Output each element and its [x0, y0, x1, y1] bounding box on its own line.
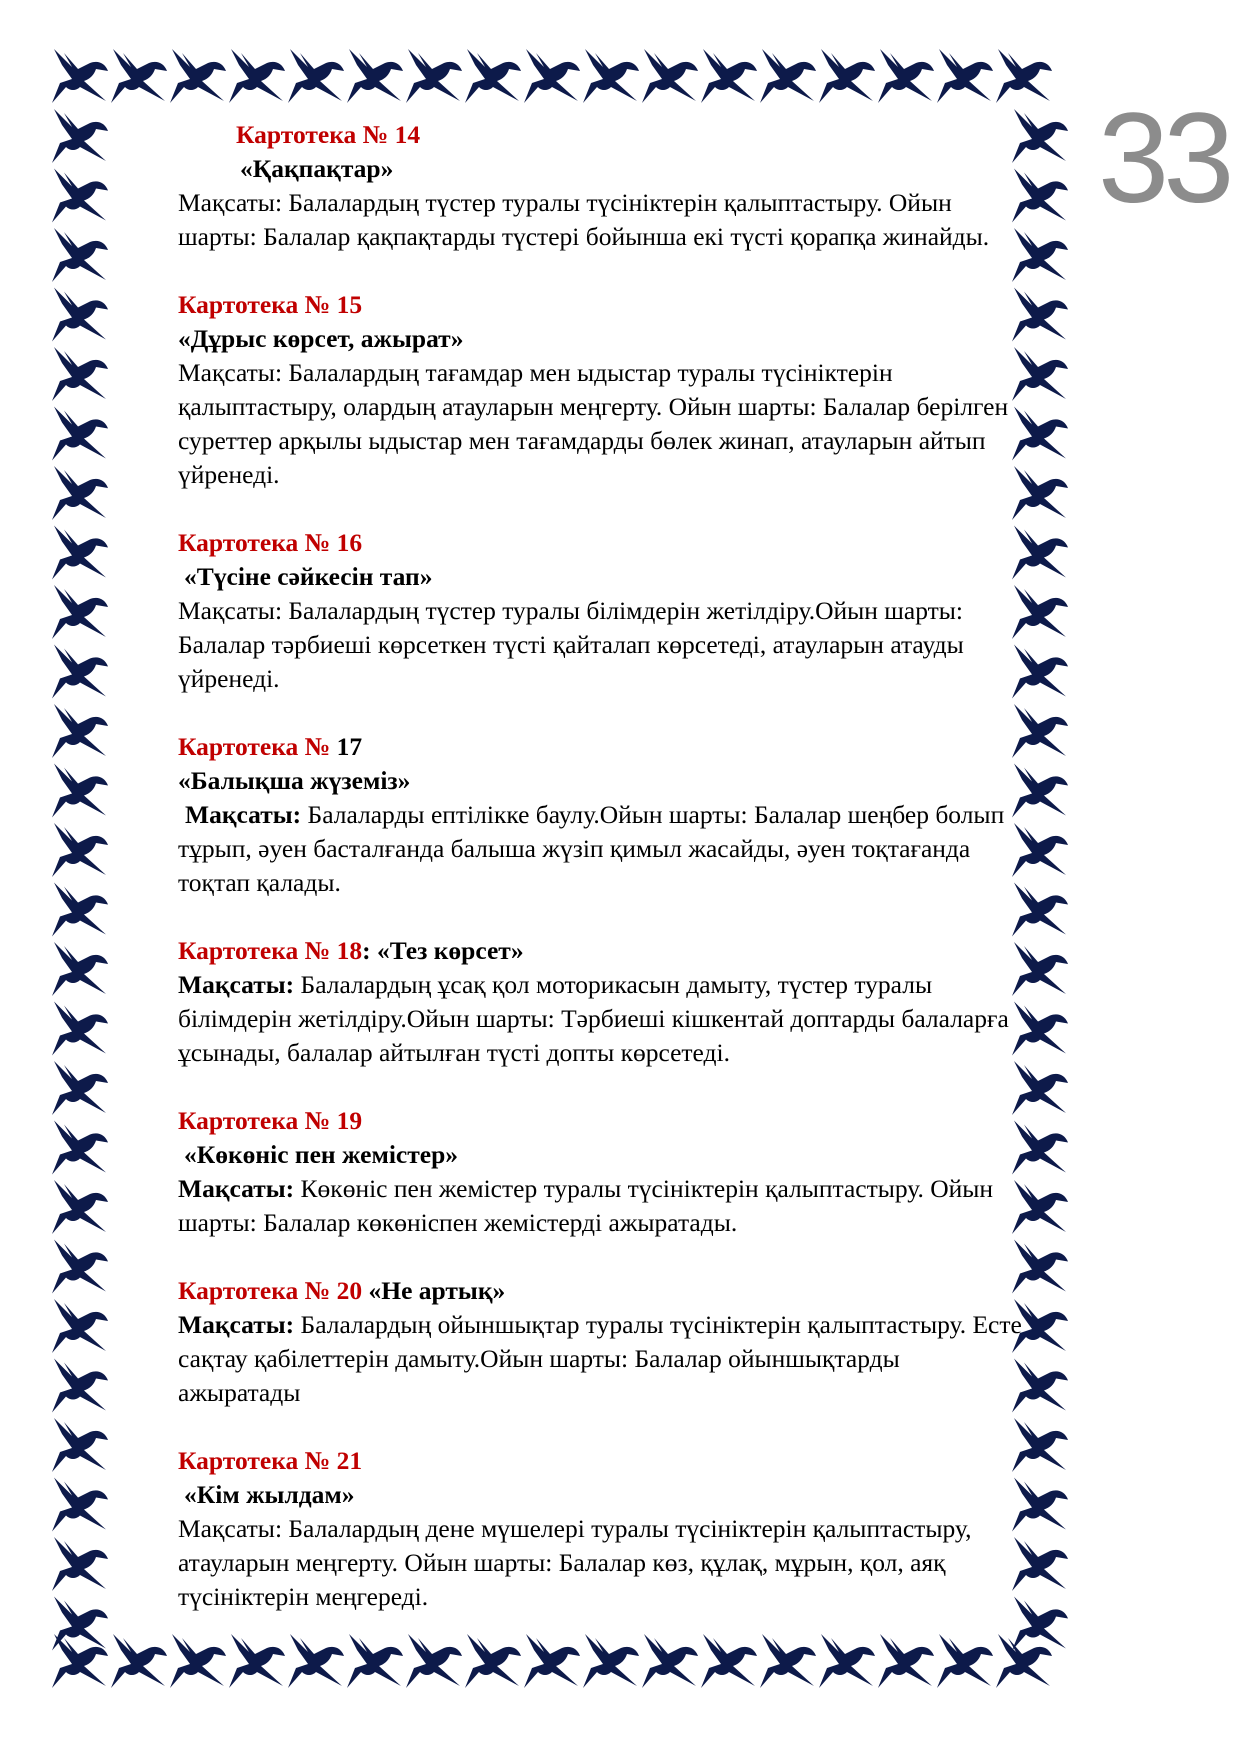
card-text-line: сақтау қабілеттерін дамыту.Ойын шарты: Балалар ойыншықтарды — [178, 1344, 900, 1373]
card-18 — [178, 934, 1158, 1070]
card-text-line: ұсынады, балалар айтылған түсті допты көрсетеді. — [178, 1038, 730, 1067]
card-title: : «Тез көрсет» — [362, 936, 524, 965]
card-title: «Дұрыс көрсет, ажырат» — [178, 324, 464, 353]
card-title: «Көкөніс пен жемістер» — [184, 1140, 459, 1169]
swallow-icon — [52, 347, 108, 401]
swallow-icon — [406, 1634, 462, 1688]
card-heading: Картотека № 21 — [178, 1446, 363, 1475]
swallow-icon — [288, 49, 344, 103]
card-heading: Картотека № — [178, 732, 331, 761]
swallow-icon — [819, 49, 875, 103]
swallow-icon — [111, 49, 167, 103]
swallow-icon — [52, 942, 108, 996]
card-list — [178, 118, 1158, 1614]
card-text-line: тұрып, әуен басталғанда балыша жүзіп қимыл жасайды, әуен тоқтағанда — [178, 834, 971, 863]
card-text-line: қалыптастыру, олардың атауларын меңгерту. Ойын шарты: Балалар берілген — [178, 392, 1009, 421]
card-text-line: Мақсаты: Балалардың түстер туралы түсініктерін қалыптастыру. Ойын — [178, 188, 952, 217]
card-heading: Картотека № 18 — [178, 936, 363, 965]
card-text-line: ажыратады — [178, 1378, 301, 1407]
swallow-icon — [52, 1478, 108, 1532]
card-text-line: үйренеді. — [178, 664, 280, 693]
card-text-line: шарты: Балалар көкөніспен жемістерді ажыратады. — [178, 1208, 738, 1237]
card-text: Көкөніс пен жемістер туралы түсініктерін қалыптастыру. Ойын — [294, 1174, 994, 1203]
swallow-icon — [701, 1634, 757, 1688]
swallow-icon — [52, 1002, 108, 1056]
swallow-icon — [406, 49, 462, 103]
swallow-icon — [524, 49, 580, 103]
swallow-icon — [170, 49, 226, 103]
swallow-icon — [937, 49, 993, 103]
swallow-icon — [52, 407, 108, 461]
swallow-icon — [524, 1634, 580, 1688]
swallow-icon — [642, 49, 698, 103]
card-text-line: білімдерін жетілдіру.Ойын шарты: Тәрбиеші кішкентай доптарды балаларға — [178, 1004, 1009, 1033]
swallow-icon — [229, 49, 285, 103]
swallow-icon — [52, 645, 108, 699]
card-text: Балаларды ептілікке баулу.Ойын шарты: Балалар шеңбер болып — [301, 800, 1005, 829]
swallow-icon — [170, 1634, 226, 1688]
swallow-icon — [347, 49, 403, 103]
card-16 — [178, 526, 1158, 696]
card-15 — [178, 288, 1158, 492]
card-label: Мақсаты: — [178, 970, 295, 999]
swallow-icon — [52, 1418, 108, 1472]
swallow-icon — [819, 1634, 875, 1688]
swallow-icon — [996, 1634, 1052, 1688]
card-text: Балалардың ойыншықтар туралы түсініктерін қалыптастыру. Есте — [294, 1310, 1022, 1339]
card-title: «Кім жылдам» — [184, 1480, 355, 1509]
swallow-icon — [465, 1634, 521, 1688]
card-17 — [178, 730, 1158, 900]
swallow-icon — [52, 1180, 108, 1234]
card-text-line: Мақсаты: Балалардың тағамдар мен ыдыстар туралы түсініктерін — [178, 358, 893, 387]
swallow-icon — [760, 49, 816, 103]
card-text-line: атауларын меңгерту. Ойын шарты: Балалар көз, құлақ, мұрын, қол, аяқ — [178, 1548, 946, 1577]
swallow-icon — [583, 1634, 639, 1688]
swallow-icon — [347, 1634, 403, 1688]
card-14 — [178, 118, 1158, 254]
swallow-icon — [878, 1634, 934, 1688]
swallow-icon — [52, 823, 108, 877]
swallow-icon — [52, 883, 108, 937]
swallow-icon — [52, 1299, 108, 1353]
swallow-icon — [583, 49, 639, 103]
swallow-icon — [52, 704, 108, 758]
swallow-icon — [52, 585, 108, 639]
page-number: 33 — [1098, 87, 1229, 230]
card-19 — [178, 1104, 1158, 1240]
swallow-icon — [878, 49, 934, 103]
card-text-line: Мақсаты: Балалардың дене мүшелері туралы түсініктерін қалыптастыру, — [178, 1514, 972, 1543]
swallow-icon — [465, 49, 521, 103]
card-text-line: суреттер арқылы ыдыстар мен тағамдарды бөлек жинап, атауларын айтып — [178, 426, 986, 455]
card-heading: Картотека № 14 — [236, 120, 421, 149]
swallow-icon — [52, 288, 108, 342]
swallow-icon — [52, 764, 108, 818]
swallow-icon — [52, 1061, 108, 1115]
card-label: Мақсаты: — [185, 800, 302, 829]
swallow-icon — [52, 49, 108, 103]
swallow-icon — [111, 1634, 167, 1688]
card-text-line: Балалар тәрбиеші көрсеткен түсті қайталап көрсетеді, атауларын атауды — [178, 630, 964, 659]
card-title: «Түсіне сәйкесін тап» — [184, 562, 433, 591]
card-text-line: Мақсаты: Балалардың түстер туралы білімдерін жетілдіру.Ойын шарты: — [178, 596, 964, 625]
swallow-icon — [52, 1537, 108, 1591]
swallow-icon — [52, 1634, 108, 1688]
card-heading: Картотека № 19 — [178, 1106, 363, 1135]
card-heading: Картотека № 20 — [178, 1276, 363, 1305]
card-text-line: тоқтап қалады. — [178, 868, 341, 897]
card-heading: Картотека № 16 — [178, 528, 363, 557]
swallow-icon — [52, 1240, 108, 1294]
card-title: «Балықша жүземіз» — [178, 766, 411, 795]
card-21 — [178, 1444, 1158, 1614]
swallow-icon — [52, 109, 108, 163]
swallow-icon — [760, 1634, 816, 1688]
swallow-icon — [52, 1121, 108, 1175]
card-heading: Картотека № 15 — [178, 290, 363, 319]
swallow-icon — [937, 1634, 993, 1688]
swallow-icon — [52, 228, 108, 282]
swallow-icon — [701, 49, 757, 103]
swallow-icon — [52, 526, 108, 580]
swallow-icon — [229, 1634, 285, 1688]
card-title: «Қақпақтар» — [240, 154, 394, 183]
card-text-line: түсініктерін меңгереді. — [178, 1582, 429, 1611]
swallow-icon — [996, 49, 1052, 103]
card-text-line: үйренеді. — [178, 460, 280, 489]
card-title: «Не артық» — [362, 1276, 506, 1305]
card-label: Мақсаты: — [178, 1310, 295, 1339]
swallow-icon — [52, 169, 108, 223]
card-20 — [178, 1274, 1158, 1410]
swallow-icon — [52, 1359, 108, 1413]
swallow-icon — [642, 1634, 698, 1688]
card-text: Балалардың ұсақ қол моторикасын дамыту, түстер туралы — [294, 970, 933, 999]
card-text-line: шарты: Балалар қақпақтарды түстері бойынша екі түсті қорапқа жинайды. — [178, 222, 990, 251]
card-heading-number: 17 — [330, 732, 363, 761]
card-label: Мақсаты: — [178, 1174, 295, 1203]
swallow-icon — [288, 1634, 344, 1688]
swallow-icon — [52, 466, 108, 520]
